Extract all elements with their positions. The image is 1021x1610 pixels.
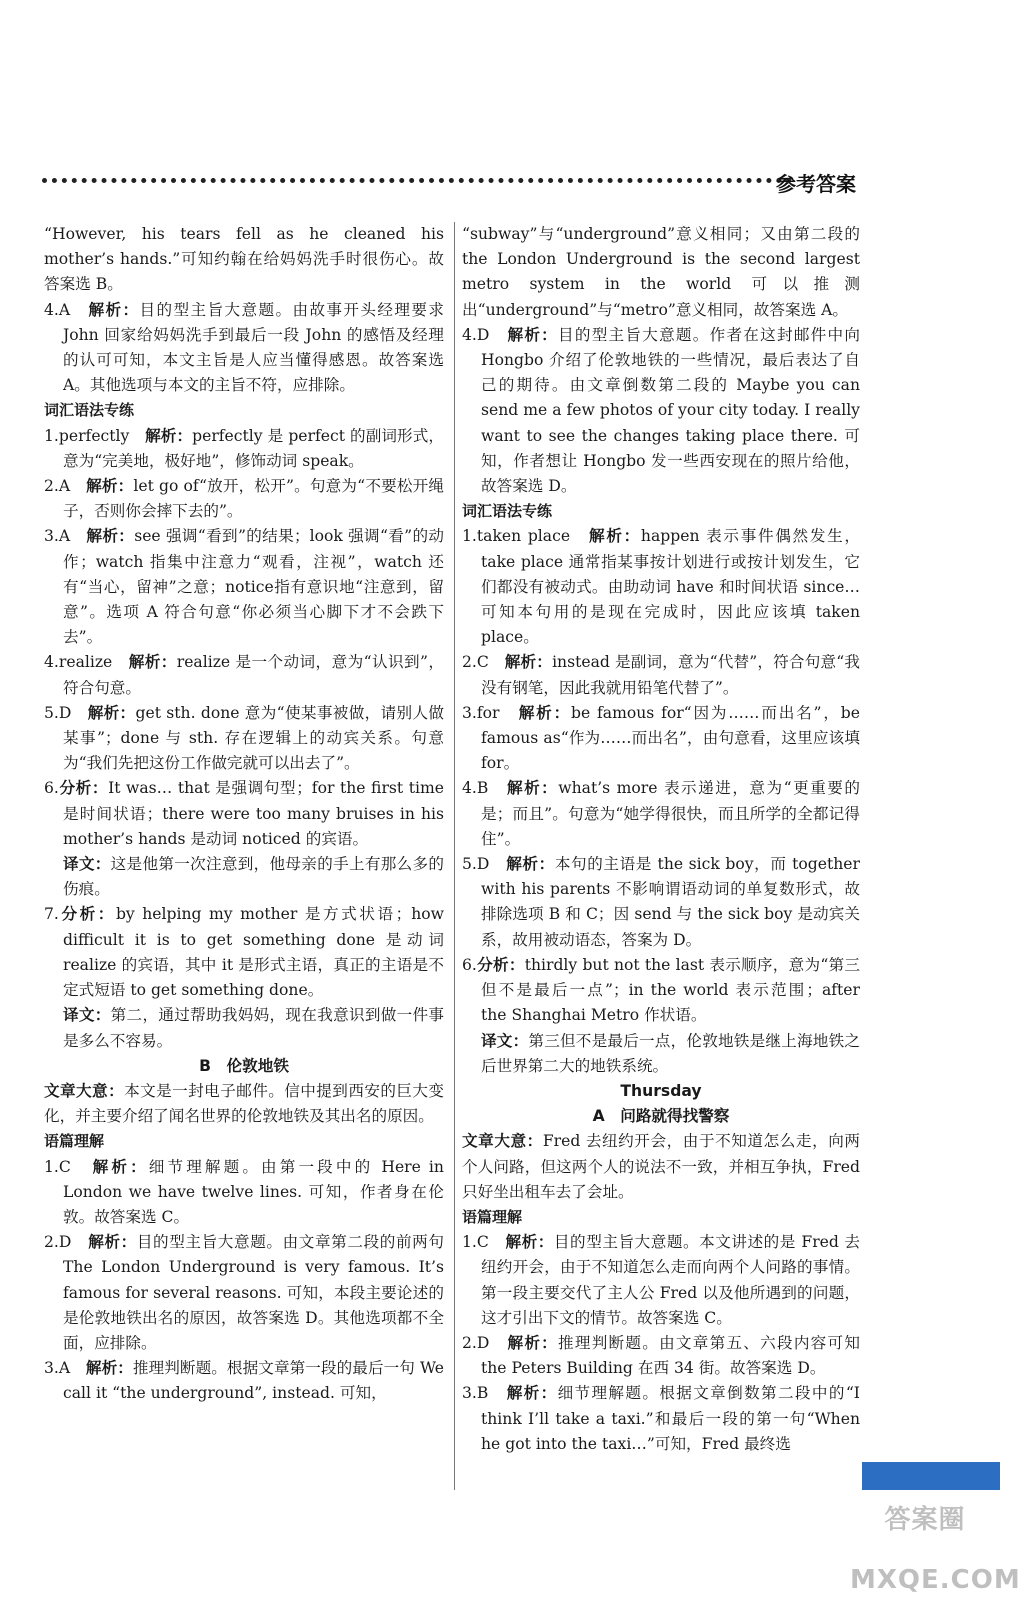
answer-item xyxy=(44,902,444,1003)
item-label: 解析： xyxy=(504,653,553,672)
item-text: 第三但不是最后一点，伦敦地铁是继上海地铁之后世界第二大的地铁系统。 xyxy=(481,1031,860,1075)
item-label: 解析： xyxy=(589,527,641,546)
item-text: 细节理解题。根据文章倒数第二段中的“I think I’ll take a taxi.”和最后一段的第一句“When he got into the taxi…”可知，Fred 最终选 xyxy=(481,1384,860,1453)
item-label: 解析： xyxy=(507,325,559,344)
item-number: 4. xyxy=(44,300,59,319)
item-number: 2. xyxy=(462,653,477,672)
item-number: 4. xyxy=(462,325,477,344)
item-text: 推理判断题。由文章第五、六段内容可知 the Peters Building 在西 34 街。故答案选 D。 xyxy=(481,1333,860,1378)
item-text: 这是他第一次注意到，他母亲的手上有那么多的伤痕。 xyxy=(63,855,444,899)
answer-item xyxy=(462,776,860,852)
column-divider xyxy=(454,222,455,1490)
item-text: It was… that 是强调句型；for the first time 是时间状语；there were too many bruises in his mother’s hands 是动词 noticed 的宾语。 xyxy=(63,779,444,848)
item-label: 解析： xyxy=(506,855,555,874)
answer-item xyxy=(462,1331,860,1381)
item-answer: A xyxy=(58,300,71,319)
answer-item xyxy=(44,424,444,474)
item-label: 译文： xyxy=(481,1031,529,1050)
item-answer: B xyxy=(476,1384,489,1403)
item-label: 解析： xyxy=(145,426,193,445)
translation-line xyxy=(462,1029,860,1079)
section-heading: 语篇理解 xyxy=(44,1132,105,1151)
item-text: 目的型主旨大意题。由文章第二段的前两句 The London Underground is very famous. It’s famous for several reasons. 可知，本段主要论述的是伦敦地铁出名的原因，故答案选 D。其他选项都不全面，应排除。 xyxy=(63,1233,444,1352)
subsection-title: Thursday xyxy=(620,1081,702,1100)
item-label: 分析： xyxy=(58,905,116,924)
item-label: 解析： xyxy=(87,703,136,722)
item-number: 1. xyxy=(462,527,477,546)
item-answer: B xyxy=(476,779,489,798)
item-answer: A xyxy=(58,477,71,496)
item-text: 细节理解题。由第一段中的 Here in London we have twelve lines. 可知，作者身在伦敦。故答案选 C。 xyxy=(63,1157,444,1226)
item-label: 解析： xyxy=(506,1384,558,1403)
item-answer: A xyxy=(58,527,71,546)
item-answer: A xyxy=(58,1359,71,1378)
item-label: 解析： xyxy=(507,1333,559,1352)
paragraph xyxy=(44,222,444,298)
answer-item xyxy=(462,953,860,1029)
item-answer: D xyxy=(476,1333,490,1352)
item-number: 4. xyxy=(44,653,59,672)
answer-item xyxy=(462,524,860,650)
item-answer: taken place xyxy=(476,527,571,546)
item-text: happen 表示事件偶然发生，take place 通常指某事按计划进行或按计划发生，它们都没有被动式。由助动词 have 和时间状语 since… 可知本句用的是现在完成时，因此应该填 taken place。 xyxy=(481,527,860,647)
item-text: let go of“放开，松开”。句意为“不要松开绳子，否则你会摔下去的”。 xyxy=(63,477,444,521)
item-number: 5. xyxy=(462,855,477,874)
item-answer: C xyxy=(58,1157,71,1176)
item-number: 4. xyxy=(462,779,477,798)
paragraph-text: “However, his tears fell as he cleaned his mother’s hands.”可知约翰在给妈妈洗手时很伤心。故答案选 B。 xyxy=(44,225,444,294)
paragraph xyxy=(462,222,860,323)
item-text: get sth. done 意为“使某事被做，请别人做某事”；done 与 sth. 存在逻辑上的动宾关系。句意为“我们先把这份工作做完就可以出去了”。 xyxy=(63,703,444,773)
item-label: 解析： xyxy=(518,703,572,722)
answer-item xyxy=(44,650,444,700)
subsection-title: A 问路就得找警察 xyxy=(592,1107,730,1126)
section-heading: 词汇语法专练 xyxy=(44,401,135,420)
item-text: 目的型主旨大意题。由故事开头经理要求 John 回家给妈妈洗手到最后一段 John 的感悟及经理的认可可知，本文主旨是人应当懂得感恩。故答案选 A。其他选项与本文的主旨不符，应排除。 xyxy=(63,300,444,395)
item-number: 1. xyxy=(44,426,59,445)
item-label: 解析： xyxy=(92,1157,149,1176)
paragraph xyxy=(462,1129,860,1205)
item-number: 2. xyxy=(44,1233,59,1252)
section-heading: 语篇理解 xyxy=(462,1207,523,1226)
item-answer: for xyxy=(476,703,500,722)
item-number: 3. xyxy=(462,1384,477,1403)
item-number: 3. xyxy=(44,1359,59,1378)
answer-item xyxy=(462,650,860,700)
left-column xyxy=(44,222,444,1407)
item-text: what’s more 表示递进，意为“更重要的是；而且”。句意为“她学得很快，而且所学的全都记得住”。 xyxy=(481,779,860,848)
item-number: 5. xyxy=(44,703,59,722)
paragraph xyxy=(44,1079,444,1129)
paragraph-label: 文章大意： xyxy=(44,1081,125,1100)
item-answer: D xyxy=(476,855,490,874)
item-answer: perfectly xyxy=(58,426,130,445)
item-label: 解析： xyxy=(88,300,140,319)
paragraph-text: Fred 去纽约开会，由于不知道怎么走，向两个人问路，但这两个人的说法不一致，并相互争执，Fred 只好坐出租车去了会址。 xyxy=(462,1132,860,1201)
item-text: 目的型主旨大意题。作者在这封邮件中向 Hongbo 介绍了伦敦地铁的一些情况，最后表达了自己的期待。由文章倒数第二段的 Maybe you can send me a few photos of your city today. I really want to see the changes taking place there. 可知，作者想让 Hongbo 发一些西安现在的照片给他，故答案选 D。 xyxy=(481,325,860,496)
translation-line xyxy=(44,1003,444,1053)
item-label: 译文： xyxy=(63,855,111,874)
answer-item xyxy=(44,1230,444,1356)
watermark-logo: 答案圈 MXQE.COM xyxy=(850,1505,1021,1595)
item-label: 解析： xyxy=(88,1233,137,1252)
item-answer: D xyxy=(476,325,490,344)
item-label: 解析： xyxy=(506,779,559,798)
translation-line xyxy=(44,852,444,902)
item-number: 1. xyxy=(44,1157,59,1176)
item-label: 解析： xyxy=(86,477,134,496)
answer-item xyxy=(462,1381,860,1457)
item-text: realize 是一个动词，意为“认识到”，符合句意。 xyxy=(63,653,444,697)
answer-item xyxy=(462,323,860,499)
dotted-rule xyxy=(42,178,792,183)
item-text: 第二，通过帮助我妈妈，现在我意识到做一件事是多么不容易。 xyxy=(63,1006,444,1050)
item-number: 6. xyxy=(44,779,59,798)
answer-item xyxy=(44,701,444,777)
item-number: 6. xyxy=(462,955,477,974)
item-text: 推理判断题。根据文章第一段的最后一句 We call it “the underground”, instead. 可知， xyxy=(63,1359,444,1403)
header-title: 参考答案 xyxy=(776,172,856,196)
item-text: 本句的主语是 the sick boy，而 together with his parents 不影响谓语动词的单复数形式，故排除选项 B 和 C；因 send 与 the sick boy 是动宾关系，故用被动语态，答案为 D。 xyxy=(481,855,860,949)
item-answer: realize xyxy=(58,653,113,672)
paragraph-text: 本文是一封电子邮件。信中提到西安的巨大变化，并主要介绍了闻名世界的伦敦地铁及其出名的原因。 xyxy=(44,1081,444,1126)
item-number: 1. xyxy=(462,1233,477,1252)
right-column xyxy=(462,222,860,1457)
answer-item xyxy=(44,474,444,524)
answer-item xyxy=(462,1230,860,1331)
item-answer: C xyxy=(476,653,489,672)
page-header xyxy=(42,168,862,204)
item-label: 解析： xyxy=(86,527,135,546)
item-number: 3. xyxy=(462,703,477,722)
item-text: by helping my mother 是方式状语；how difficult it is to get something done 是动词 realize 的宾语，其中 it 是形式主语，真正的主语是不定式短语 to get something done。 xyxy=(63,905,444,1000)
page-corner-tab xyxy=(862,1462,1000,1490)
answer-item xyxy=(44,776,444,852)
item-answer: C xyxy=(476,1233,489,1252)
item-number: 2. xyxy=(44,477,59,496)
item-label: 分析： xyxy=(476,955,525,974)
item-number: 2. xyxy=(462,1333,477,1352)
item-text: thirdly but not the last 表示顺序，意为“第三但不是最后一点”；in the world 表示范围；after the Shanghai Metro 作状语。 xyxy=(481,955,860,1025)
item-text: be famous for“因为……而出名”，be famous as“作为……而出名”，由句意看，这里应该填 for。 xyxy=(481,703,860,773)
item-text: perfectly 是 perfect 的副词形式，意为“完美地，极好地”，修饰动词 speak。 xyxy=(63,426,444,470)
item-label: 解析： xyxy=(505,1233,554,1252)
item-number: 3. xyxy=(44,527,59,546)
item-answer: D xyxy=(58,703,72,722)
section-heading: 词汇语法专练 xyxy=(462,502,553,521)
item-number: 7. xyxy=(44,905,59,924)
answer-item xyxy=(44,1155,444,1231)
item-answer: D xyxy=(58,1233,72,1252)
item-label: 解析： xyxy=(128,653,177,672)
item-label: 分析： xyxy=(58,779,109,798)
answer-item xyxy=(462,852,860,953)
paragraph-label: 文章大意： xyxy=(462,1132,543,1151)
item-text: see 强调“看到”的结果；look 强调“看”的动作；watch 指集中注意力“观看，注视”，watch 还有“当心，留神”之意；notice指有意识地“注意到，留意”。选项 A 符合句意“你必须当心脚下才不会跌下去”。 xyxy=(63,527,444,647)
item-label: 译文： xyxy=(63,1006,111,1025)
paragraph-text: “subway”与“underground”意义相同；又由第二段的 the London Underground is the second largest metro system in the world 可以推测出“underground”与“metro”意义相同，故答案选 A。 xyxy=(462,225,860,319)
subsection-title: B 伦敦地铁 xyxy=(199,1056,289,1075)
answer-item xyxy=(44,298,444,399)
item-text: 目的型主旨大意题。本文讲述的是 Fred 去纽约开会，由于不知道怎么走而向两个人问路的事情。第一段主要交代了主人公 Fred 以及他所遇到的问题，这才引出下文的情节。故答案选 C。 xyxy=(481,1233,860,1327)
answer-item xyxy=(44,524,444,650)
answer-item xyxy=(462,701,860,777)
answer-item xyxy=(44,1356,444,1406)
item-text: instead 是副词，意为“代替”，符合句意“我没有钢笔，因此我就用铅笔代替了”。 xyxy=(481,653,860,697)
item-label: 解析： xyxy=(85,1359,133,1378)
